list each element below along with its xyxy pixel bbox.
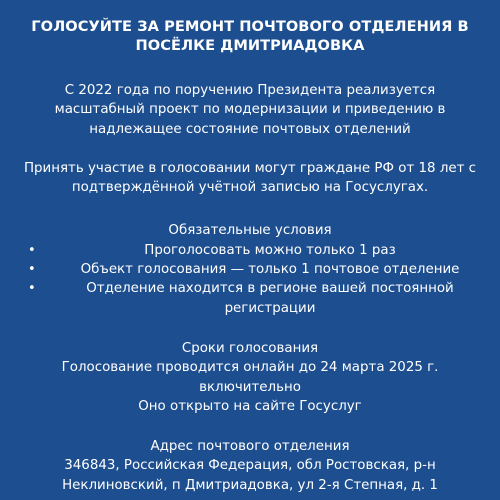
address-text: 346843, Российская Федерация, обл Ростовская, р-н Неклиновский, п Дмитриадовка, ул 2-я Степная, д. 1 <box>62 458 438 493</box>
bullet-icon: • <box>28 281 36 297</box>
list-item <box>22 260 478 279</box>
list-item <box>22 241 478 260</box>
deadline-section <box>22 339 478 416</box>
list-item <box>22 279 478 318</box>
condition-text: Отделение находится в регионе вашей постоянной регистрации <box>86 281 454 316</box>
deadline-text: Голосование проводится онлайн до 24 марта 2025 г. включительно <box>61 360 439 395</box>
deadline-heading: Сроки голосования <box>181 340 319 356</box>
address-section <box>22 437 478 495</box>
conditions-heading: Обязательные условия <box>168 223 332 239</box>
participation-paragraph: Принять участие в голосовании могут граждане РФ от 18 лет с подтверждённой учётной записью на Госуслугах. <box>23 160 477 196</box>
conditions-list <box>22 241 478 318</box>
condition-text: Проголосовать можно только 1 раз <box>144 242 396 258</box>
bullet-icon: • <box>28 242 36 258</box>
bullet-icon: • <box>28 262 36 278</box>
deadline-site-note: Оно открыто на сайте Госуслуг <box>138 398 362 414</box>
page-title: ГОЛОСУЙТЕ ЗА РЕМОНТ ПОЧТОВОГО ОТДЕЛЕНИЯ В ПОСЁЛКЕ ДМИТРИАДОВКА <box>31 18 469 54</box>
address-heading: Адрес почтового отделения <box>150 439 350 455</box>
condition-text: Объект голосования — только 1 почтовое отделение <box>80 262 460 278</box>
intro-paragraph: С 2022 года по поручению Президента реализуется масштабный проект по модернизации и приведению в надлежащее состояние почтовых отделений <box>54 83 446 137</box>
